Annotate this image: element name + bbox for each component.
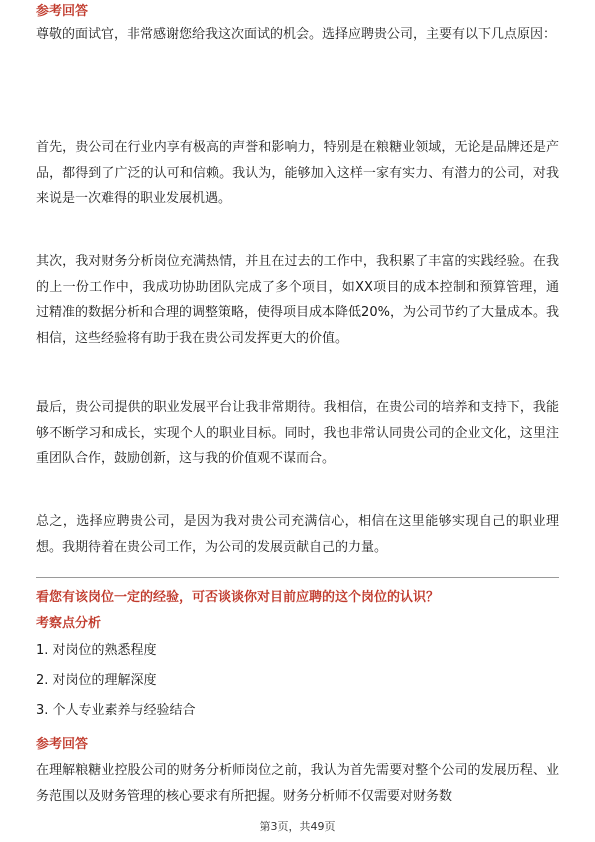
answer-paragraph-role: 在理解粮糖业控股公司的财务分析师岗位之前，我认为首先需要对整个公司的发展历程、业务范围以及财务管理的核心要求有所把握。财务分析师不仅需要对财务数 [36, 763, 559, 804]
analysis-item-3: 3. 个人专业素养与经验结合 [36, 703, 196, 718]
answer-paragraph-intro: 尊敬的面试官，非常感谢您给我这次面试的机会。选择应聘贵公司，主要有以下几点原因： [36, 27, 557, 42]
reference-answer-heading: 参考回答 [36, 4, 89, 19]
analysis-item-2: 2. 对岗位的理解深度 [36, 673, 157, 688]
reference-answer-heading-2: 参考回答 [36, 737, 89, 752]
analysis-item-1: 1. 对岗位的熟悉程度 [36, 643, 157, 658]
interview-question: 看您有该岗位一定的经验，可否谈谈你对目前应聘的这个岗位的认识？ [36, 590, 440, 605]
page-number: 第3页，共49页 [259, 820, 336, 833]
answer-paragraph-first: 首先，贵公司在行业内享有极高的声誉和影响力，特别是在粮糖业领域，无论是品牌还是产品，都得到了广泛的认可和信赖。我认为，能够加入这样一家有实力、有潜力的公司，对我来说是一次难得的职业发展机遇。 [36, 140, 559, 206]
answer-paragraph-conclusion: 总之，选择应聘贵公司，是因为我对贵公司充满信心，相信在这里能够实现自己的职业理想。我期待着在贵公司工作，为公司的发展贡献自己的力量。 [36, 514, 559, 555]
analysis-heading: 考察点分析 [36, 616, 102, 631]
section-divider [36, 577, 559, 578]
answer-paragraph-second: 其次，我对财务分析岗位充满热情，并且在过去的工作中，我积累了丰富的实践经验。在我的上一份工作中，我成功协助团队完成了多个项目，如XX项目的成本控制和预算管理，通过精准的数据分析和合理的调整策略，使得项目成本降低20%，为公司节约了大量成本。我相信，这些经验将有助于我在贵公司发挥更大的价值。 [36, 254, 559, 346]
answer-paragraph-third: 最后，贵公司提供的职业发展平台让我非常期待。我相信，在贵公司的培养和支持下，我能够不断学习和成长，实现个人的职业目标。同时，我也非常认同贵公司的企业文化，这里注重团队合作，鼓励创新，这与我的价值观不谋而合。 [36, 400, 559, 466]
